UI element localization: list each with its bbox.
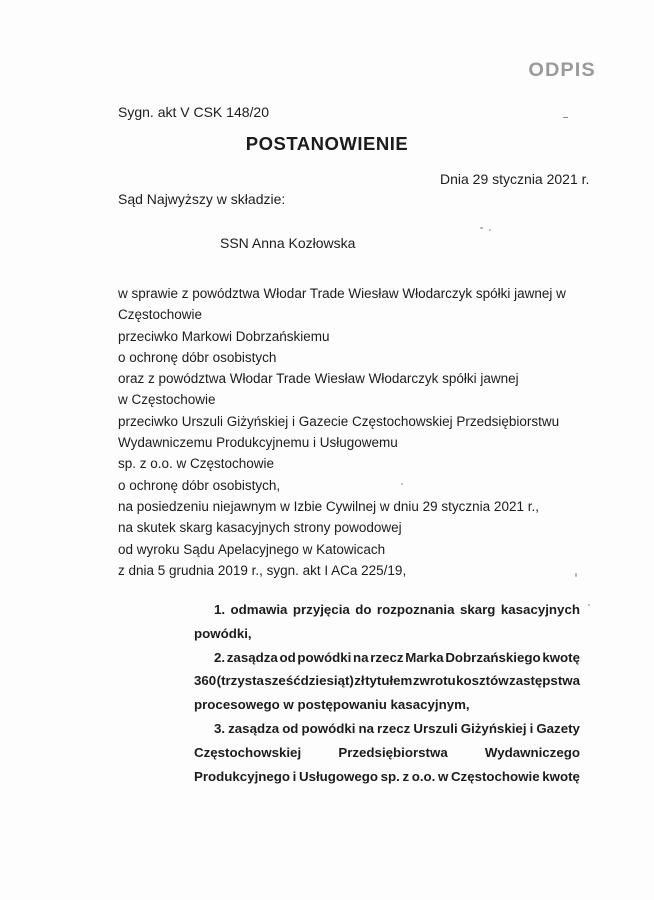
ruling-word: powódki <box>301 720 356 736</box>
ruling-word: Giżyńskiej <box>460 720 527 736</box>
ruling-word: tytułem <box>365 673 413 689</box>
ruling-word: Urszuli <box>413 720 458 736</box>
recital-line: z dnia 5 grudnia 2019 r., sygn. akt I ACa 225/19, <box>118 562 407 578</box>
judge-name: SSN Anna Kozłowska <box>220 235 356 251</box>
ruling-word: Częstochowie <box>450 768 540 784</box>
ruling-word: zasądza <box>228 720 280 736</box>
ruling-line <box>194 598 580 622</box>
ruling-word: Przedsiębiorstwa <box>338 744 448 760</box>
document-title: POSTANOWIENIE <box>245 133 409 154</box>
ruling-word: sześćdziesiąt) <box>264 673 354 689</box>
ruling-word: 360 <box>194 673 217 689</box>
ruling-word: na <box>358 720 374 736</box>
scan-speck <box>480 227 483 229</box>
ruling-line: procesowego w postępowaniu kasacyjnym, <box>194 697 470 713</box>
ruling-line <box>194 765 580 789</box>
ruling-word: Częstochowskiej <box>194 744 302 760</box>
ruling-word: zwrotu <box>412 673 456 689</box>
ruling-word: zasądza <box>226 649 278 665</box>
ruling-word: zastępstwa <box>509 673 580 689</box>
ruling-line: powódki, <box>194 625 252 641</box>
ruling-word: przyjęcia <box>292 602 350 617</box>
recital-line: w Częstochowie <box>118 392 216 408</box>
ruling-word: i <box>292 768 297 784</box>
ruling-word: Dobrzańskiego <box>445 649 541 665</box>
ruling-word: rozpoznania <box>376 602 455 617</box>
recital-line: na posiedzeniu niejawnym w Izbie Cywilnej w dniu 29 stycznia 2021 r., <box>118 498 539 514</box>
ruling-word: rzecz <box>377 720 411 736</box>
ruling-line <box>194 669 580 693</box>
ruling-line <box>194 741 580 765</box>
ruling-word: 2. <box>214 649 226 665</box>
ruling-word: (trzysta <box>216 673 264 689</box>
ruling-word: zł <box>354 673 365 689</box>
copy-stamp: ODPIS <box>528 60 596 81</box>
ruling-word: 1. <box>214 602 226 617</box>
ruling-word: 3. <box>214 720 226 736</box>
scan-speck <box>489 229 491 231</box>
ruling-line <box>194 646 580 670</box>
ruling-word: rzecz <box>370 649 404 665</box>
ruling-word: Usługowego <box>298 768 379 784</box>
ruling-word: w <box>437 768 449 784</box>
recital-line: na skutek skarg kasacyjnych strony powodowej <box>118 520 402 536</box>
ruling-word: od <box>279 649 296 665</box>
ruling-word: kosztów <box>456 673 509 689</box>
ruling-points <box>194 598 580 788</box>
ruling-word: kasacyjnych <box>500 602 580 617</box>
ruling-word: kwotę <box>542 768 580 784</box>
scan-speck <box>588 604 590 606</box>
ruling-word: Wydawniczego <box>484 744 580 760</box>
court-composition: Sąd Najwyższy w składzie: <box>118 191 286 207</box>
recital-line: oraz z powództwa Włodar Trade Wiesław Włodarczyk spółki jawnej <box>118 371 519 387</box>
ruling-word: powódki <box>297 649 352 665</box>
ruling-word: skarg <box>459 602 496 617</box>
scan-speck <box>575 573 577 577</box>
ruling-word: Marka <box>405 649 444 665</box>
ruling-word: o.o. <box>411 768 436 784</box>
recital-line: Częstochowie <box>118 307 203 323</box>
ruling-word: z <box>402 768 410 784</box>
case-reference: Sygn. akt V CSK 148/20 <box>118 104 269 120</box>
ruling-word: Produkcyjnego <box>194 768 291 784</box>
recital-line: o ochronę dóbr osobistych <box>118 349 277 365</box>
recital-line: Wydawniczemu Produkcyjnemu i Usługowemu <box>118 435 398 451</box>
case-recital <box>118 283 566 581</box>
recital-line: sp. z o.o. w Częstochowie <box>118 456 275 472</box>
ruling-word: Gazety <box>536 720 580 736</box>
ruling-word: do <box>355 602 372 617</box>
recital-line: od wyroku Sądu Apelacyjnego w Katowicach <box>118 541 386 557</box>
recital-line: w sprawie z powództwa Włodar Trade Wiesław Włodarczyk spółki jawnej w <box>118 286 566 301</box>
ruling-word: na <box>353 649 369 665</box>
ruling-word: od <box>282 720 299 736</box>
ruling-line <box>194 717 580 741</box>
recital-line: przeciwko Markowi Dobrzańskiemu <box>118 328 330 344</box>
ruling-word: sp. <box>380 768 400 784</box>
scan-mark <box>563 117 568 118</box>
document-date: Dnia 29 stycznia 2021 r. <box>440 171 590 187</box>
ruling-word: i <box>529 720 534 736</box>
scan-speck <box>401 483 403 485</box>
recital-line: przeciwko Urszuli Giżyńskiej i Gazecie Częstochowskiej Przedsiębiorstwu <box>118 413 560 429</box>
recital-line: o ochronę dóbr osobistych, <box>118 477 281 493</box>
ruling-word: kwotę <box>542 649 580 665</box>
ruling-word: odmawia <box>230 602 288 617</box>
